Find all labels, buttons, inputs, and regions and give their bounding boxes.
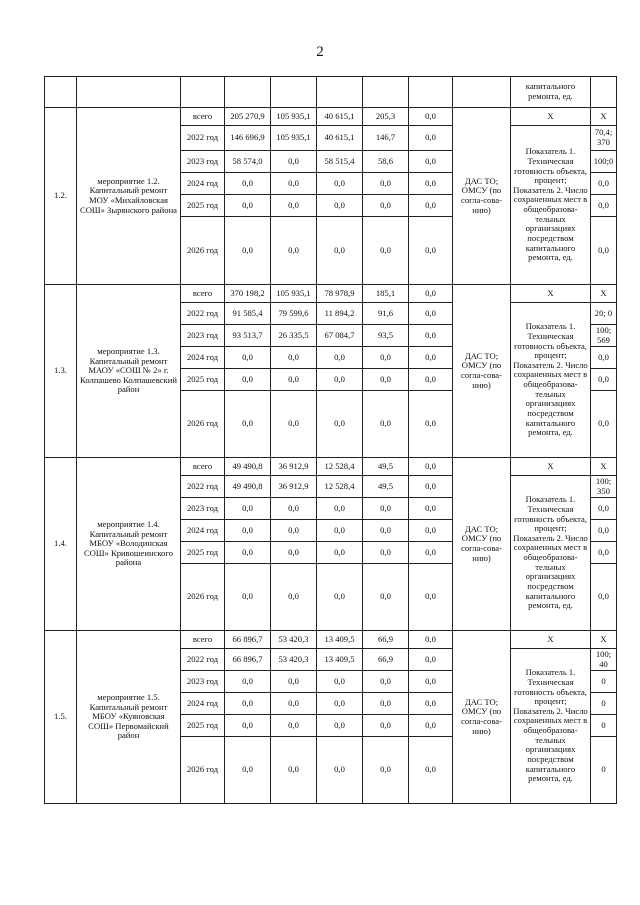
total-value-cell: 0,0 [225,542,271,564]
period-cell: 2023 год [181,671,225,693]
federal-value-cell: 0,0 [271,542,317,564]
extra-value-cell: 0,0 [409,108,453,126]
local-value-cell: 0,0 [363,498,409,520]
total-value-cell: 0,0 [225,671,271,693]
executor-cell: ДАС ТО; ОМСУ (по согла-сова-нию) [453,108,511,285]
total-value-cell: 146 696,9 [225,126,271,151]
federal-value-cell: 36 912,9 [271,476,317,498]
regional-value-cell: 0,0 [317,347,363,369]
indicator-value-cell: 0,0 [591,542,617,564]
federal-value-cell: 0,0 [271,151,317,173]
indicator-value-cell: X [591,458,617,476]
extra-value-cell: 0,0 [409,325,453,347]
total-value-cell: 205 270,9 [225,108,271,126]
period-cell: всего [181,631,225,649]
table-row [45,631,617,649]
federal-value-cell: 0,0 [271,671,317,693]
regional-value-cell: 0,0 [317,391,363,458]
table-row [45,108,617,126]
regional-value-cell: 0,0 [317,520,363,542]
local-value-cell: 49,5 [363,476,409,498]
empty-cell [453,77,511,108]
indicator-value-cell: 0,0 [591,498,617,520]
table-row [45,285,617,303]
regional-value-cell: 13 409,5 [317,631,363,649]
federal-value-cell: 79 599,6 [271,303,317,325]
federal-value-cell: 0,0 [271,173,317,195]
local-value-cell: 91,6 [363,303,409,325]
federal-value-cell: 0,0 [271,347,317,369]
federal-value-cell: 105 935,1 [271,285,317,303]
local-value-cell: 0,0 [363,737,409,804]
federal-value-cell: 26 335,5 [271,325,317,347]
total-value-cell: 49 490,8 [225,458,271,476]
extra-value-cell: 0,0 [409,303,453,325]
total-value-cell: 91 585,4 [225,303,271,325]
indicator-text: Показатель 1. Техническая готовность объекта, процент; Показатель 2. Число сохраненных мест в общеобразова-тельных организациях посредством капитального ремонта, ед. [511,476,591,631]
empty-cell [363,77,409,108]
indicator-text: Показатель 1. Техническая готовность объекта, процент; Показатель 2. Число сохраненных мест в общеобразова-тельных организациях посредством капитального ремонта, ед. [511,126,591,285]
indicator-value-cell: 0 [591,715,617,737]
extra-value-cell: 0,0 [409,458,453,476]
local-value-cell: 205,3 [363,108,409,126]
period-cell: 2026 год [181,217,225,285]
extra-value-cell: 0,0 [409,649,453,671]
extra-value-cell: 0,0 [409,476,453,498]
local-value-cell: 93,5 [363,325,409,347]
indicator-value-cell: 100;0 [591,151,617,173]
federal-value-cell: 105 935,1 [271,126,317,151]
indicator-value-cell: 0,0 [591,520,617,542]
empty-cell [317,77,363,108]
local-value-cell: 66,9 [363,649,409,671]
total-value-cell: 0,0 [225,369,271,391]
federal-value-cell: 0,0 [271,520,317,542]
extra-value-cell: 0,0 [409,173,453,195]
period-cell: 2022 год [181,303,225,325]
indicator-x-cell: X [511,631,591,649]
indicator-value-cell: 0,0 [591,347,617,369]
extra-value-cell: 0,0 [409,369,453,391]
period-cell: 2025 год [181,715,225,737]
local-value-cell: 0,0 [363,564,409,631]
extra-value-cell: 0,0 [409,151,453,173]
local-value-cell: 0,0 [363,671,409,693]
indicator-value-cell: X [591,631,617,649]
extra-value-cell: 0,0 [409,347,453,369]
regional-value-cell: 0,0 [317,217,363,285]
extra-value-cell: 0,0 [409,671,453,693]
regional-value-cell: 0,0 [317,195,363,217]
regional-value-cell: 0,0 [317,693,363,715]
federal-value-cell: 36 912,9 [271,458,317,476]
period-cell: 2023 год [181,151,225,173]
period-cell: 2024 год [181,347,225,369]
period-cell: 2026 год [181,737,225,804]
regional-value-cell: 58 515,4 [317,151,363,173]
extra-value-cell: 0,0 [409,520,453,542]
federal-value-cell: 53 420,3 [271,649,317,671]
extra-value-cell: 0,0 [409,195,453,217]
regional-value-cell: 0,0 [317,737,363,804]
period-cell: 2024 год [181,520,225,542]
period-cell: 2025 год [181,369,225,391]
table-row-continuation [45,77,617,108]
executor-cell: ДАС ТО; ОМСУ (по согла-сова-нию) [453,285,511,458]
indicator-x-cell: X [511,108,591,126]
extra-value-cell: 0,0 [409,737,453,804]
period-cell: 2022 год [181,476,225,498]
local-value-cell: 0,0 [363,347,409,369]
table-body [45,77,617,804]
indicator-value-cell: 0 [591,671,617,693]
regional-value-cell: 67 084,7 [317,325,363,347]
indicator-value-cell: 0 [591,737,617,804]
indicator-value-cell: 0,0 [591,369,617,391]
local-value-cell: 185,1 [363,285,409,303]
executor-cell: ДАС ТО; ОМСУ (по согла-сова-нию) [453,458,511,631]
indicator-value-cell: 20; 0 [591,303,617,325]
local-value-cell: 0,0 [363,195,409,217]
empty-cell [45,77,77,108]
total-value-cell: 0,0 [225,498,271,520]
federal-value-cell: 105 935,1 [271,108,317,126]
regional-value-cell: 11 894,2 [317,303,363,325]
indicator-text: Показатель 1. Техническая готовность объекта, процент; Показатель 2. Число сохраненных мест в общеобразова-тельных организациях посредством капитального ремонта, ед. [511,649,591,804]
indicator-value-cell: 0,0 [591,217,617,285]
period-cell: всего [181,285,225,303]
extra-value-cell: 0,0 [409,631,453,649]
indicator-x-cell: X [511,285,591,303]
federal-value-cell: 0,0 [271,693,317,715]
measure-name: мероприятие 1.4. Капитальный ремонт МБОУ «Володинская СОШ» Кривошеинского района [77,458,181,631]
regional-value-cell: 12 528,4 [317,458,363,476]
measure-name: мероприятие 1.5. Капитальный ремонт МБОУ «Куяновская СОШ» Первомайский район [77,631,181,804]
extra-value-cell: 0,0 [409,126,453,151]
local-value-cell: 49,5 [363,458,409,476]
extra-value-cell: 0,0 [409,217,453,285]
regional-value-cell: 0,0 [317,542,363,564]
federal-value-cell: 0,0 [271,737,317,804]
period-cell: 2024 год [181,173,225,195]
extra-value-cell: 0,0 [409,542,453,564]
local-value-cell: 0,0 [363,542,409,564]
empty-cell [77,77,181,108]
total-value-cell: 66 896,7 [225,649,271,671]
extra-value-cell: 0,0 [409,564,453,631]
measure-number: 1.2. [45,108,77,285]
total-value-cell: 58 574,0 [225,151,271,173]
period-cell: 2025 год [181,542,225,564]
empty-cell [271,77,317,108]
regional-value-cell: 40 615,1 [317,126,363,151]
regional-value-cell: 0,0 [317,564,363,631]
period-cell: 2023 год [181,498,225,520]
measure-number: 1.3. [45,285,77,458]
empty-cell [409,77,453,108]
local-value-cell: 58,6 [363,151,409,173]
federal-value-cell: 53 420,3 [271,631,317,649]
regional-value-cell: 0,0 [317,715,363,737]
empty-cell [225,77,271,108]
total-value-cell: 0,0 [225,217,271,285]
extra-value-cell: 0,0 [409,391,453,458]
total-value-cell: 0,0 [225,173,271,195]
federal-value-cell: 0,0 [271,498,317,520]
extra-value-cell: 0,0 [409,715,453,737]
federal-value-cell: 0,0 [271,564,317,631]
federal-value-cell: 0,0 [271,369,317,391]
total-value-cell: 0,0 [225,347,271,369]
regional-value-cell: 40 615,1 [317,108,363,126]
federal-value-cell: 0,0 [271,715,317,737]
period-cell: всего [181,108,225,126]
indicator-value-cell: 0,0 [591,391,617,458]
indicator-value-cell: 0 [591,693,617,715]
local-value-cell: 0,0 [363,369,409,391]
federal-value-cell: 0,0 [271,391,317,458]
local-value-cell: 0,0 [363,520,409,542]
extra-value-cell: 0,0 [409,498,453,520]
local-value-cell: 0,0 [363,391,409,458]
local-value-cell: 0,0 [363,217,409,285]
total-value-cell: 66 896,7 [225,631,271,649]
local-value-cell: 0,0 [363,693,409,715]
indicator-value-cell: X [591,108,617,126]
total-value-cell: 0,0 [225,520,271,542]
period-cell: 2025 год [181,195,225,217]
regional-value-cell: 0,0 [317,498,363,520]
regional-value-cell: 78 978,9 [317,285,363,303]
regional-value-cell: 0,0 [317,173,363,195]
table-row [45,458,617,476]
indicator-value-cell: 100; 350 [591,476,617,498]
period-cell: 2022 год [181,126,225,151]
indicator-value-cell: 100; 569 [591,325,617,347]
indicator-value-cell: 0,0 [591,173,617,195]
indicator-value-cell: 0,0 [591,195,617,217]
extra-value-cell: 0,0 [409,693,453,715]
federal-value-cell: 0,0 [271,195,317,217]
regional-value-cell: 13 409,5 [317,649,363,671]
local-value-cell: 146,7 [363,126,409,151]
extra-value-cell: 0,0 [409,285,453,303]
regional-value-cell: 12 528,4 [317,476,363,498]
measure-number: 1.4. [45,458,77,631]
local-value-cell: 66,9 [363,631,409,649]
indicator-value-cell: X [591,285,617,303]
total-value-cell: 0,0 [225,693,271,715]
indicator-value-cell: 70,4; 370 [591,126,617,151]
empty-cell [591,77,617,108]
measure-number: 1.5. [45,631,77,804]
regional-value-cell: 0,0 [317,369,363,391]
indicator-x-cell: X [511,458,591,476]
executor-cell: ДАС ТО; ОМСУ (по согла-сова-нию) [453,631,511,804]
period-cell: 2023 год [181,325,225,347]
indicator-text: Показатель 1. Техническая готовность объекта, процент; Показатель 2. Число сохраненных мест в общеобразова-тельных организациях посредством капитального ремонта, ед. [511,303,591,458]
period-cell: всего [181,458,225,476]
empty-cell [181,77,225,108]
federal-value-cell: 0,0 [271,217,317,285]
total-value-cell: 370 198,2 [225,285,271,303]
total-value-cell: 93 513,7 [225,325,271,347]
local-value-cell: 0,0 [363,173,409,195]
total-value-cell: 0,0 [225,715,271,737]
period-cell: 2026 год [181,391,225,458]
total-value-cell: 0,0 [225,737,271,804]
measure-name: мероприятие 1.2. Капитальный ремонт МОУ «Михайловская СОШ» Зырянского района [77,108,181,285]
period-cell: 2022 год [181,649,225,671]
period-cell: 2026 год [181,564,225,631]
total-value-cell: 0,0 [225,195,271,217]
regional-value-cell: 0,0 [317,671,363,693]
total-value-cell: 0,0 [225,564,271,631]
indicator-value-cell: 0,0 [591,564,617,631]
period-cell: 2024 год [181,693,225,715]
total-value-cell: 0,0 [225,391,271,458]
page-number: 2 [316,44,324,60]
local-value-cell: 0,0 [363,715,409,737]
indicator-value-cell: 100; 40 [591,649,617,671]
program-table [44,76,617,804]
measure-name: мероприятие 1.3. Капитальный ремонт МАОУ «СОШ № 2» г. Колпашево Колпашевский район [77,285,181,458]
indicator-tail: капитального ремонта, ед. [511,77,591,108]
total-value-cell: 49 490,8 [225,476,271,498]
